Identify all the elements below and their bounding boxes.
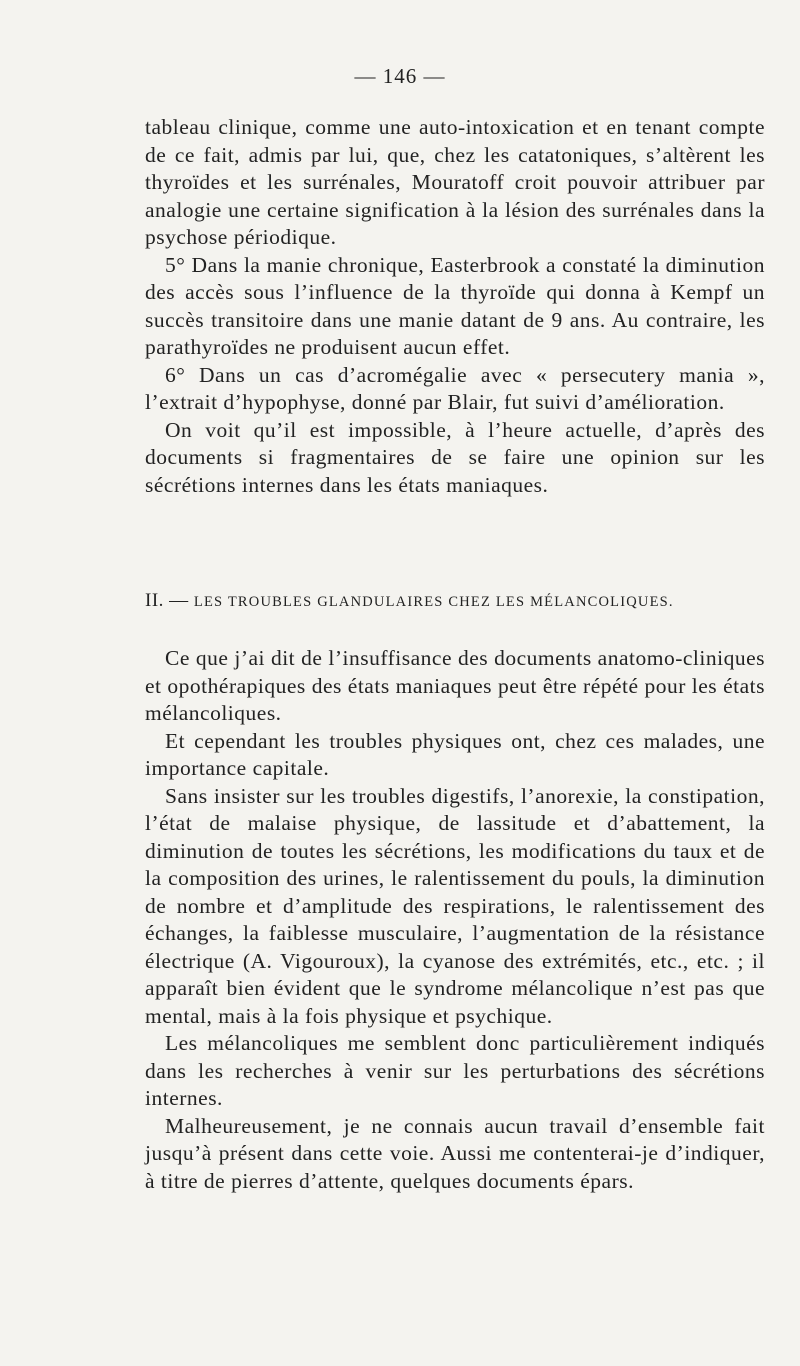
section-heading (145, 587, 765, 616)
paragraph: Les mélancoliques me semblent donc particulièrement indiqués dans les recherches à venir sur les perturbations des sécrétions internes. (145, 1031, 765, 1110)
paragraph: 5° Dans la manie chronique, Easterbrook a constaté la diminution des accès sous l’influence de la thyroïde qui donna à Kempf un succès transitoire dans une manie datant de 9 ans. Au contraire, les parathyroïdes ne produisent aucun effet. (145, 252, 765, 359)
section-title: LES TROUBLES GLANDULAIRES CHEZ LES MÉLANCOLIQUES. (193, 594, 674, 610)
paragraph: On voit qu’il est impossible, à l’heure actuelle, d’après des documents si fragmentaires de se faire une opinion sur les sécrétions internes dans les états maniaques. (145, 417, 765, 497)
text-block-bottom (145, 645, 765, 1195)
paragraph: Et cependant les troubles physiques ont, chez ces malades, une importance capitale. (145, 728, 765, 780)
paragraph: Malheureusement, je ne connais aucun travail d’ensemble fait jusqu’à présent dans cette voie. Aussi me contenterai-je d’indiquer, à titre de pierres d’attente, quelques documents épars. (145, 1113, 765, 1193)
paragraph: Sans insister sur les troubles digestifs, l’anorexie, la constipation, l’état de malaise physique, de lassitude et d’abattement, la diminution de toutes les sécrétions, les modifications du taux et de la composition des urines, le ralentissement du pouls, la diminution de nombre et d’amplitude des respirations, le ralentissement des échanges, la faiblesse musculaire, l’augmentation de la résistance électrique (A. Vigouroux), la cyanose des extrémités, etc., etc. ; il apparaît bien évident que le syndrome mélancolique n’est pas que mental, mais à la fois physique et psychique. (145, 783, 765, 1028)
text-block-top (145, 114, 765, 499)
paragraph: tableau clinique, comme une auto-intoxication et en tenant compte de ce fait, admis par lui, que, chez les catatoniques, s’altèrent les thyroïdes et les surrénales, Mouratoff croit pouvoir attribuer par analogie une certaine signification à la lésion des surrénales dans la psychose périodique. (145, 115, 765, 249)
paragraph: 6° Dans un cas d’acromégalie avec « persecutery mania », l’extrait d’hypophyse, donné par Blair, fut suivi d’amélioration. (145, 362, 765, 414)
page-number: — 146 — (354, 64, 446, 88)
section-number: II. — (145, 590, 189, 611)
paragraph: Ce que j’ai dit de l’insuffisance des documents anatomo-cliniques et opothérapiques des états maniaques peut être répété pour les états mélancoliques. (145, 646, 765, 725)
